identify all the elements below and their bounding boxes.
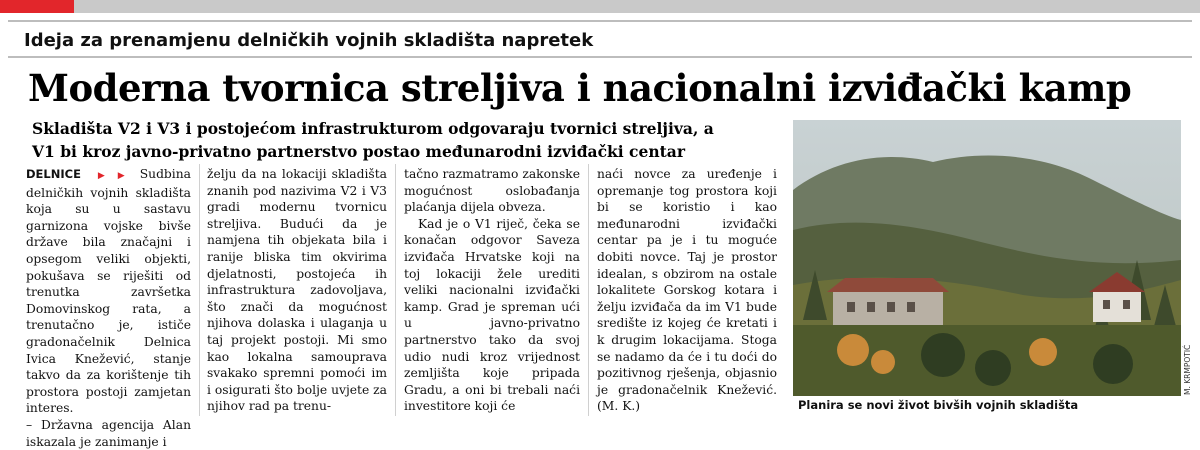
paragraph: želju da na lokaciji skladišta znanih pod nazivima V2 i V3 gradi modernu tvornicu streljiva. Budući da je namjena tih objekata bila i ranije bliska tim okvirima djelatnosti, postojeća ih infrastruktura zadovoljava, što znači da mogućnost njihova dolaska i ulaganja u taj projekt postoji. Mi smo kao lokalna samouprava svakako spremni pomoći im i osigurati što bolje uvjete za njihov rad pa trenu- <box>207 167 387 414</box>
landscape-photo-icon <box>793 120 1181 396</box>
photo-credit: M. KRMPOTIĆ <box>1183 344 1192 395</box>
article-column-1 <box>26 166 191 449</box>
dateline: DELNICE <box>26 167 81 181</box>
dateline-arrow-icon: ▶▶ <box>97 171 138 181</box>
subheadline-line-1: Skladišta V2 i V3 i postojećom infrastrukturom odgovaraju tvornici streljiva, a <box>32 119 714 138</box>
article-column-3 <box>404 166 580 416</box>
section-accent-bar <box>0 0 74 13</box>
column-divider <box>395 164 396 416</box>
lead-paragraph <box>26 166 191 417</box>
subheadline-line-2: V1 bi kroz javno-privatno partnerstvo postao međunarodni izviđački centar <box>32 142 685 161</box>
top-color-bar <box>0 0 1200 13</box>
kicker: Ideja za prenamjenu delničkih vojnih skladišta napretek <box>24 30 594 51</box>
article-column-2 <box>207 166 387 416</box>
paragraph-text: Sudbina delničkih vojnih skladišta koja su u sastavu garnizona vojske bivše države bila značajni i opsegom veliki objekti, pokušava se riješiti od trenutka završetka Domovinskog rata, a trenutačno je, ističe gradonačelnik Delnica Ivica Knežević, stanje takvo da za korištenje tih prostora postoji zamjetan interes. <box>26 167 191 416</box>
paragraph: – Državna agencija Alan iskazala je zanimanje i <box>26 417 191 449</box>
photo-caption: Planira se novi život bivših vojnih skladišta <box>798 398 1079 412</box>
paragraph: Kad je o V1 riječ, čeka se konačan odgovor Saveza izviđača Hrvatske koji na toj lokaciji žele urediti veliki nacionalni izviđački kamp. Grad je spreman ući u javno-privatno partnerstvo tako da svoj udio nudi kroz vrijednost zemljišta koje pripada Gradu, a oni bi trebali naći investitore koji će <box>404 216 580 414</box>
column-divider <box>588 164 589 416</box>
headline: Moderna tvornica streljiva i nacionalni izviđački kamp <box>28 66 1132 110</box>
subheadline <box>32 117 772 163</box>
article-column-4 <box>597 166 777 416</box>
paragraph: tačno razmatramo zakonske mogućnost oslobađanja plaćanja dijela obveza. <box>404 167 580 215</box>
paragraph: naći novce za uređenje i opremanje tog prostora koji bi se koristio i kao međunarodni izviđački centar pa je i tu moguće dobiti novce. Taj je prostor idealan, s obzirom na ostale lokalitete Gorskog kotara i želju izviđača da im V1 bude središte iz kojeg će kretati i k drugim lokacijama. Stoga se nadamo da će i tu doći do pozitivnog rješenja, objasnio je gradonačelnik Knežević. (M. K.) <box>597 167 777 414</box>
column-divider <box>199 164 200 416</box>
